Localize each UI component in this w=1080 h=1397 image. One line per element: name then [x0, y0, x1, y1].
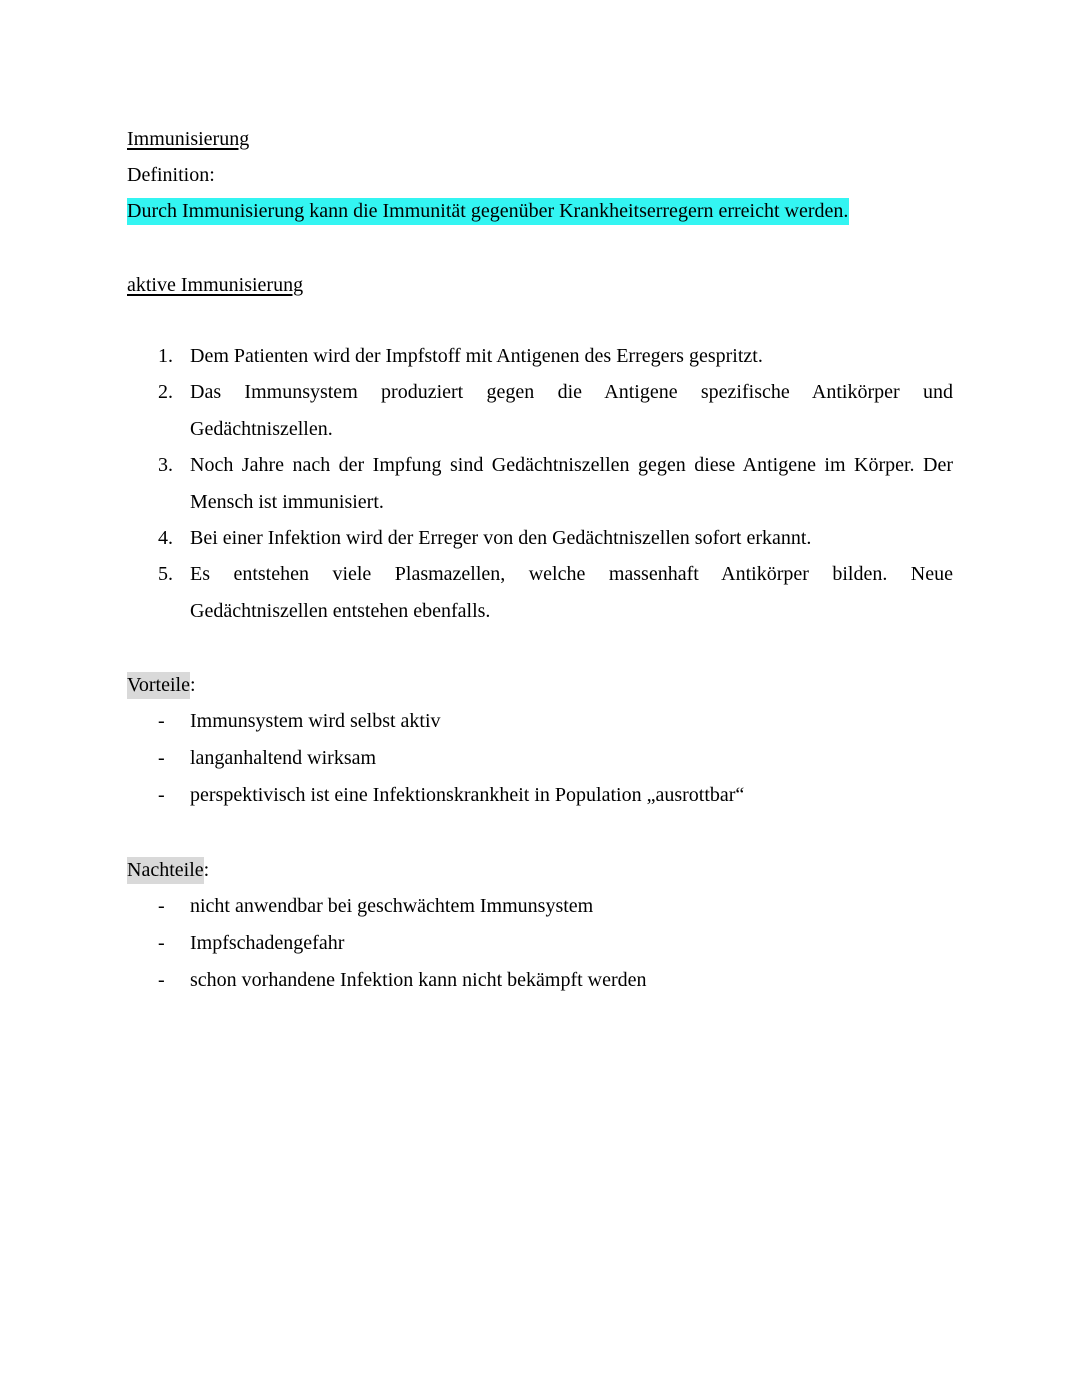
vorteil-text: langanhaltend wirksam	[190, 747, 377, 769]
spacer	[127, 229, 953, 267]
vorteile-colon: :	[189, 674, 196, 696]
nachteil-text: schon vorhandene Infektion kann nicht bekämpft werden	[190, 969, 647, 991]
step-number: 3.	[158, 454, 173, 476]
vorteile-label: Vorteile	[127, 672, 190, 699]
list-item	[127, 374, 953, 448]
list-item	[127, 520, 953, 557]
step-text-continued: Gedächtniszellen entstehen ebenfalls.	[190, 600, 491, 622]
spacer	[127, 814, 953, 852]
title-text: Immunisierung	[127, 128, 250, 150]
section-title: aktive Immunisierung	[127, 274, 304, 296]
nachteile-colon: :	[203, 859, 210, 881]
dash-bullet: -	[158, 895, 165, 917]
dash-bullet: -	[158, 747, 165, 769]
dash-bullet: -	[158, 710, 165, 732]
step-text: Dem Patienten wird der Impfstoff mit Antigenen des Erregers gespritzt.	[190, 345, 763, 367]
vorteile-heading	[127, 667, 953, 703]
step-text: Bei einer Infektion wird der Erreger von den Gedächtniszellen sofort erkannt.	[190, 527, 812, 549]
definition-row	[127, 193, 953, 229]
list-item	[127, 703, 953, 740]
definition-label: Definition:	[127, 164, 215, 186]
list-item	[127, 447, 953, 521]
dash-bullet: -	[158, 784, 165, 806]
spacer	[127, 629, 953, 667]
step-number: 1.	[158, 345, 173, 367]
nachteile-label: Nachteile	[127, 857, 204, 884]
step-text-continued: Gedächtniszellen.	[190, 418, 333, 440]
nachteile-heading	[127, 852, 953, 888]
list-item	[127, 740, 953, 777]
nachteil-text: nicht anwendbar bei geschwächtem Immunsystem	[190, 895, 594, 917]
step-text: Das Immunsystem produziert gegen die Antigene spezifische Antikörper und	[190, 381, 953, 403]
list-item	[127, 556, 953, 630]
document-page	[127, 121, 953, 999]
list-item	[127, 962, 953, 999]
list-item	[127, 925, 953, 962]
step-number: 4.	[158, 527, 173, 549]
vorteil-text: perspektivisch ist eine Infektionskrankheit in Population „ausrottbar“	[190, 784, 745, 806]
nachteile-list	[127, 888, 953, 999]
list-item	[127, 338, 953, 375]
list-item	[127, 888, 953, 925]
document-title	[127, 121, 953, 157]
steps-list	[127, 338, 953, 630]
dash-bullet: -	[158, 969, 165, 991]
step-number: 5.	[158, 563, 173, 585]
dash-bullet: -	[158, 932, 165, 954]
step-text-continued: Mensch ist immunisiert.	[190, 491, 384, 513]
step-text: Es entstehen viele Plasmazellen, welche massenhaft Antikörper bilden. Neue	[190, 563, 953, 585]
step-text: Noch Jahre nach der Impfung sind Gedächtniszellen gegen diese Antigene im Körper. Der	[190, 454, 953, 476]
vorteil-text: Immunsystem wird selbst aktiv	[190, 710, 441, 732]
section-heading	[127, 267, 953, 303]
spacer	[127, 303, 953, 338]
list-item	[127, 777, 953, 814]
step-number: 2.	[158, 381, 173, 403]
vorteile-list	[127, 703, 953, 814]
nachteil-text: Impfschadengefahr	[190, 932, 345, 954]
definition-text: Durch Immunisierung kann die Immunität gegenüber Krankheitserregern erreicht werden.	[127, 198, 849, 225]
